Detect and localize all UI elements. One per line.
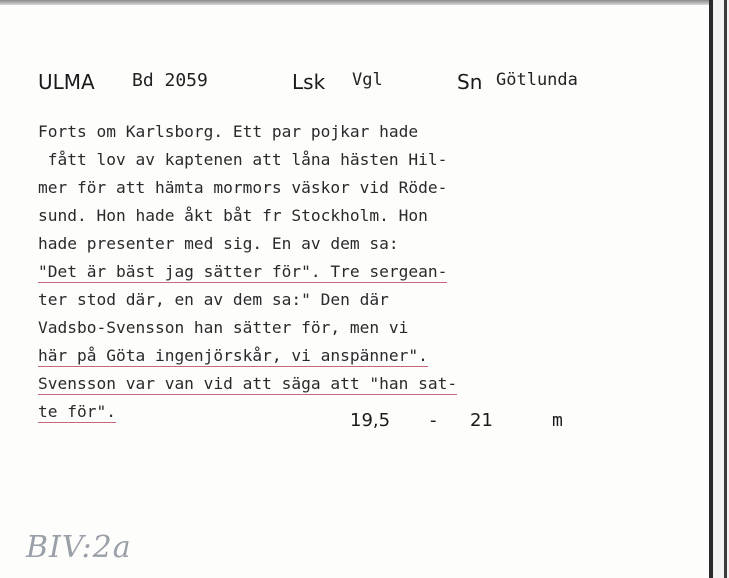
underlined-body-line: "Det är bäst jag sätter för". Tre sergean- <box>38 262 448 281</box>
parish-label: Sn <box>457 70 483 94</box>
underlined-body-line: te för". <box>38 402 116 421</box>
body-line: Vadsbo-Svensson han sätter för, men vi <box>38 318 409 337</box>
volume-number: Bd 2059 <box>132 70 208 91</box>
archive-code: ULMA <box>38 70 95 94</box>
county-value: Vgl <box>352 70 383 90</box>
card-top-edge <box>0 0 709 5</box>
measurement-to: 21 <box>470 410 493 431</box>
body-line: hade presenter med sig. En av dem sa: <box>38 234 399 253</box>
measurement-from: 19,5 <box>350 410 391 431</box>
body-line: fått lov av kaptenen att låna hästen Hil- <box>38 150 448 169</box>
measurement-dash: - <box>430 410 437 431</box>
body-line: mer för att hämta mormors väskor vid Röde- <box>38 178 448 197</box>
body-line <box>38 370 678 398</box>
body-line <box>38 342 678 370</box>
parish-value: Götlunda <box>496 70 578 90</box>
body-line: Forts om Karlsborg. Ett par pojkar hade <box>38 122 419 141</box>
measurement-unit: m <box>552 410 563 431</box>
card-header <box>38 70 678 100</box>
body-line: sund. Hon hade åkt båt fr Stockholm. Hon <box>38 206 428 225</box>
underlined-body-line: här på Göta ingenjörskår, vi anspänner". <box>38 346 428 365</box>
scan-border-line <box>724 0 727 578</box>
underlined-body-line: Svensson var van vid att säga att "han sat- <box>38 374 458 393</box>
county-label: Lsk <box>292 70 326 94</box>
card-body-text <box>38 118 678 426</box>
body-line: ter stod där, en av dem sa:" Den där <box>38 290 389 309</box>
handwritten-reference: BIV:2a <box>26 530 132 565</box>
body-line <box>38 258 678 286</box>
